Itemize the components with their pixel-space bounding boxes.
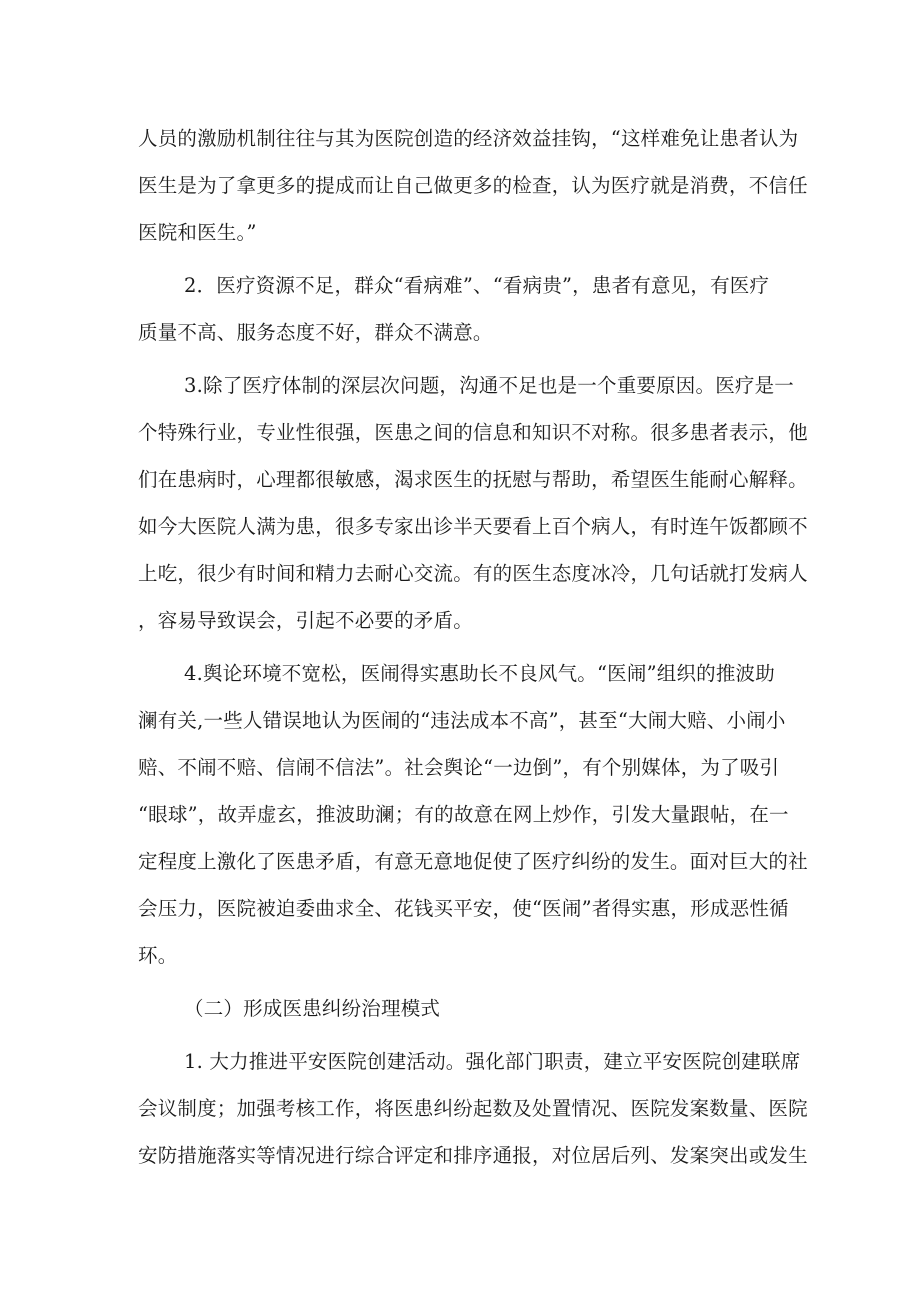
- document-body: [138, 115, 808, 1179]
- text-line: 个特殊行业，专业性很强，医患之间的信息和知识不对称。很多患者表示，他: [138, 421, 808, 444]
- text-line: 人员的激励机制往往与其为医院创造的经济效益挂钩，“这样难免让患者认为: [138, 127, 799, 150]
- text-line: 如今大医院人满为患，很多专家出诊半天要看上百个病人，有时连午饭都顾不: [138, 515, 808, 538]
- text-line: “眼球”，故弄虚玄，推波助澜；有的故意在网上炒作，引发大量跟帖，在一: [138, 803, 789, 826]
- text-line: 上吃，很少有时间和精力去耐心交流。有的医生态度冰冷，几句话就打发病人: [138, 562, 808, 585]
- paragraph-item-5: [138, 1038, 808, 1179]
- paragraph-item-3: [138, 362, 808, 644]
- text-line: 澜有关,一些人错误地认为医闹的“违法成本不高”，甚至“大闹大赔、小闹小: [138, 709, 786, 732]
- text-line: 质量不高、服务态度不好，群众不满意。: [138, 321, 493, 344]
- text-line: 会议制度；加强考核工作，将医患纠纷起数及处置情况、医院发案数量、医院: [138, 1097, 808, 1120]
- text-line: 4.舆论环境不宽松，医闹得实惠助长不良风气。“医闹”组织的推波助: [184, 662, 775, 685]
- text-line: 会压力，医院被迫委曲求全、花钱买平安，使“医闹”者得实惠，形成恶性循: [138, 897, 789, 920]
- text-line: 安防措施落实等情况进行综合评定和排序通报，对位居后列、发案突出或发生: [138, 1144, 808, 1167]
- text-line: 环。: [138, 944, 178, 967]
- paragraph-item-4: [138, 650, 808, 979]
- text-line: 1. 大力推进平安医院创建活动。强化部门职责，建立平安医院创建联席: [184, 1050, 801, 1073]
- text-line: 们在患病时，心理都很敏感，渴求医生的抚慰与帮助，希望医生能耐心解释。: [138, 468, 808, 491]
- heading-text: （二）形成医患纠纷治理模式: [184, 997, 441, 1020]
- text-line: 医生是为了拿更多的提成而让自己做更多的检查，认为医疗就是消费，不信任: [138, 174, 808, 197]
- text-line: ，容易导致误会，引起不必要的矛盾。: [138, 609, 473, 632]
- text-line: 医院和医生。”: [138, 221, 257, 244]
- text-line: 3.除了医疗体制的深层次问题，沟通不足也是一个重要原因。医疗是一: [184, 374, 795, 397]
- text-line: 赔、不闹不赔、信闹不信法”。社会舆论“一边倒”，有个别媒体，为了吸引: [138, 756, 780, 779]
- text-line: 定程度上激化了医患矛盾，有意无意地促使了医疗纠纷的发生。面对巨大的社: [138, 850, 808, 873]
- text-line: 2．医疗资源不足，群众“看病难”、“看病贵”，患者有意见，有医疗: [184, 274, 770, 297]
- paragraph-continuation: [138, 115, 808, 256]
- section-heading: [138, 985, 788, 1032]
- paragraph-item-2: [138, 262, 788, 356]
